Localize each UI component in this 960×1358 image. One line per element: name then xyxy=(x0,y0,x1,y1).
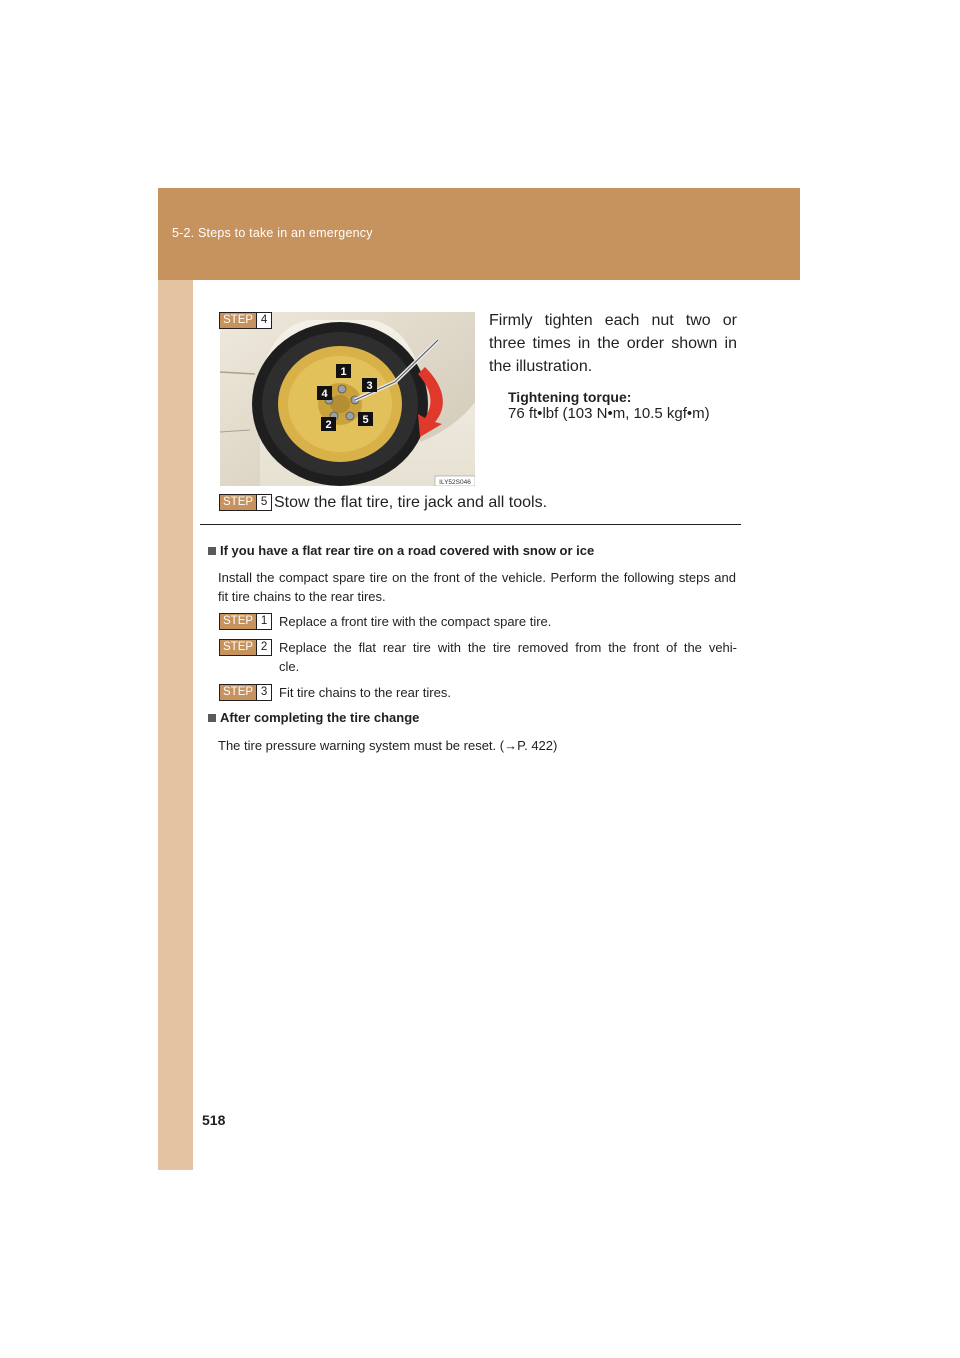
header-title: 5-2. Steps to take in an emergency xyxy=(172,226,373,240)
step-word: STEP xyxy=(220,313,256,328)
note-body-after: The tire pressure warning system must be reset. (→P. 422) xyxy=(218,738,558,753)
step-word: STEP xyxy=(220,614,256,629)
step-badge-4 xyxy=(219,312,272,329)
step-number: 1 xyxy=(256,614,271,629)
nut-label-2: 2 xyxy=(325,419,332,431)
step-word: STEP xyxy=(220,640,256,655)
spare-tire-illustration xyxy=(220,312,475,486)
step-word: STEP xyxy=(220,685,256,700)
step-5-text: Stow the flat tire, tire jack and all tools. xyxy=(274,494,548,511)
illustration-code: ILY52S046 xyxy=(439,479,471,486)
nut-label-5: 5 xyxy=(362,414,369,426)
nut-label-3: 3 xyxy=(366,380,373,392)
note-step-2-text: Replace the flat rear tire with the tire removed from the front of the vehi- xyxy=(279,640,737,655)
step-badge-2 xyxy=(219,639,272,656)
nut-label-4: 4 xyxy=(321,388,328,400)
page-number: 518 xyxy=(202,1112,226,1128)
note-title-text: After completing the tire change xyxy=(220,710,420,725)
step-badge-3 xyxy=(219,684,272,701)
step-number: 5 xyxy=(256,495,271,510)
step-4-text: Firmly tighten each nut two or three times in the order shown in the illustration. xyxy=(489,312,737,375)
step-badge-1 xyxy=(219,613,272,630)
note-title-snow xyxy=(208,543,594,558)
torque-label: Tightening torque: xyxy=(508,389,632,405)
step-word: STEP xyxy=(220,495,256,510)
square-bullet-icon xyxy=(208,714,216,722)
step-number: 3 xyxy=(256,685,271,700)
section-divider xyxy=(200,524,741,525)
step-number: 2 xyxy=(256,640,271,655)
sidebar-tab xyxy=(158,188,193,1170)
wheel-illustration xyxy=(220,312,475,486)
torque-value: 76 ft•lbf (103 N•m, 10.5 kgf•m) xyxy=(508,405,710,422)
note-step-1-text: Replace a front tire with the compact spare tire. xyxy=(279,614,552,629)
note-body-snow: Install the compact spare tire on the front of the vehicle. Perform the following steps and fit tire chains to the rear tires. xyxy=(218,570,736,604)
note-step-2-text-cont: cle. xyxy=(279,659,300,674)
step-number: 4 xyxy=(256,313,271,328)
note-title-after xyxy=(208,710,419,725)
note-title-text: If you have a flat rear tire on a road covered with snow or ice xyxy=(220,543,595,558)
note-step-3-text: Fit tire chains to the rear tires. xyxy=(279,685,451,700)
step-badge-5 xyxy=(219,494,272,511)
square-bullet-icon xyxy=(208,547,216,555)
nut-label-1: 1 xyxy=(340,366,347,378)
